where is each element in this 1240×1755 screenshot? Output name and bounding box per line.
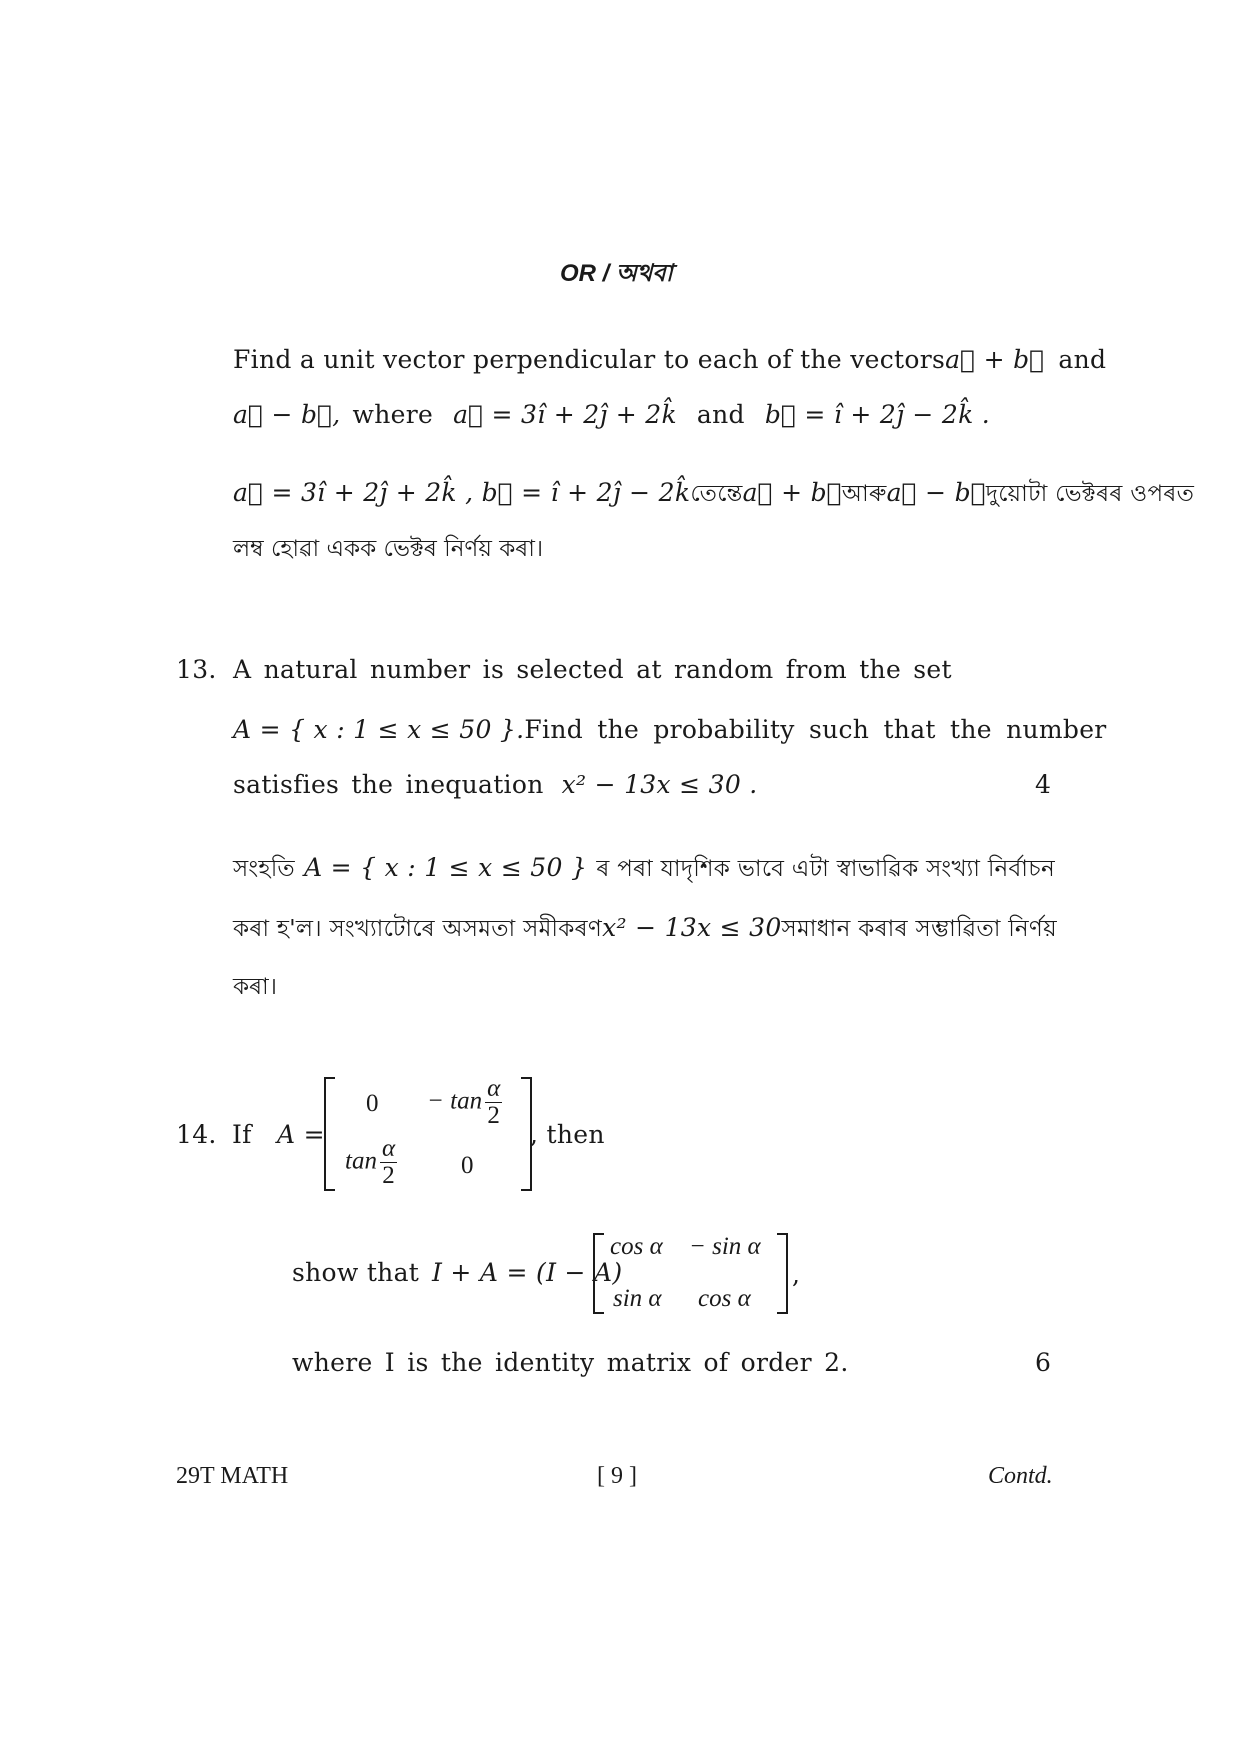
rotation-matrix-entry-21: sin α [613, 1285, 662, 1312]
matrix-a-entry-21 [345, 1136, 397, 1190]
matrix-a-entry-12 [427, 1076, 502, 1130]
q13-text: satisfies the inequation [233, 770, 544, 799]
q14-marks: 6 [1035, 1348, 1052, 1377]
or-question-text: Find a unit vector perpendicular to each of the vectors [233, 345, 946, 374]
vector-a-definition: a⃗ = 3î + 2ĵ + 2k̂ [453, 400, 677, 429]
footer-paper-code: 29T MATH [176, 1463, 289, 1489]
vector-sum: a⃗ + b⃗ [945, 345, 1045, 374]
matrix-bracket-left [593, 1233, 604, 1314]
or-heading: OR / অথবা [560, 260, 673, 287]
q14-show-equation: I + A = (I − A) [432, 1258, 623, 1287]
q14-show-end: , [792, 1260, 801, 1289]
rotation-matrix-entry-12: − sin α [689, 1233, 761, 1260]
or-question-line-2 [233, 400, 990, 429]
rotation-matrix-entry-22: cos α [698, 1285, 751, 1312]
bn-text: ৰ পৰা যাদৃশিক ভাবে এটা স্বাভাৱিক সংখ্যা নিৰ্বাচন [596, 856, 1055, 882]
and-text: and [696, 400, 745, 429]
and-text: and [1058, 345, 1107, 374]
or-question-bn-line-2: লম্ব হোৱা একক ভেক্টৰ নিৰ্ণয় কৰা। [233, 536, 544, 562]
q14-number: 14. [176, 1120, 217, 1149]
q13-marks: 4 [1035, 770, 1052, 799]
bn-text: কৰা হ'ল। সংখ্যাটোৰে অসমতা সমীকৰণ [233, 916, 603, 942]
q13-line-1: A natural number is selected at random from the set [233, 655, 952, 684]
footer-page-number: [ 9 ] [597, 1463, 637, 1489]
bn-text: দুয়োটা ভেক্টৰৰ ওপৰত [985, 481, 1195, 507]
matrix-bracket-right [777, 1233, 788, 1314]
matrix-a-entry-11: 0 [366, 1090, 379, 1117]
matrix-a-entry-22: 0 [461, 1152, 474, 1179]
matrix-bracket-left [324, 1077, 335, 1191]
or-question-line-1 [233, 345, 1107, 374]
q14-then: , then [530, 1120, 605, 1149]
set-definition: A = { x : 1 ≤ x ≤ 50 }. [233, 715, 525, 744]
q13-line-2 [233, 715, 1107, 744]
set-definition: A = { x : 1 ≤ x ≤ 50 } [304, 853, 588, 882]
q13-bn-line-3: কৰা। [233, 974, 277, 1000]
entry-text: − tan [427, 1087, 483, 1115]
q14-where-line: where I is the identity matrix of order 2. [292, 1348, 849, 1377]
where-text: where [352, 400, 434, 429]
bn-text: সমাধান কৰাৰ সম্ভাৱিতা নিৰ্ণয় [781, 916, 1057, 942]
q13-line-3 [233, 770, 758, 799]
bn-text: তেন্তে [690, 481, 743, 507]
inequation: x² − 13x ≤ 30 [602, 913, 782, 942]
vector-sum: a⃗ + b⃗ [742, 478, 842, 507]
or-question-bn-line-1 [233, 475, 1195, 514]
bn-text: আৰু [841, 481, 887, 507]
q13-bn-line-2 [233, 910, 1055, 949]
entry-text: tan [345, 1147, 377, 1175]
vector-difference: a⃗ − b⃗ [886, 478, 986, 507]
q14-lhs: A = [277, 1120, 325, 1149]
fraction-denominator: 2 [487, 1102, 500, 1130]
bn-text: সংহতি [233, 856, 295, 882]
footer-contd: Contd. [988, 1463, 1053, 1489]
vector-definitions-bn: a⃗ = 3î + 2ĵ + 2k̂ , b⃗ = î + 2ĵ − 2k̂ [233, 478, 691, 507]
q13-number: 13. [176, 655, 217, 684]
q14-if: If [232, 1120, 252, 1149]
q13-text: Find the probability such that the number [524, 715, 1107, 744]
vector-difference: a⃗ − b⃗, [233, 400, 341, 429]
fraction-denominator: 2 [382, 1162, 395, 1190]
fraction-numerator: α [381, 1135, 396, 1162]
q13-bn-line-1 [233, 850, 1055, 889]
q14-show-that: show that [292, 1258, 420, 1287]
inequation: x² − 13x ≤ 30 . [561, 770, 758, 799]
rotation-matrix-entry-11: cos α [610, 1233, 663, 1260]
fraction-numerator: α [487, 1075, 501, 1102]
vector-b-definition: b⃗ = î + 2ĵ − 2k̂ . [764, 400, 991, 429]
